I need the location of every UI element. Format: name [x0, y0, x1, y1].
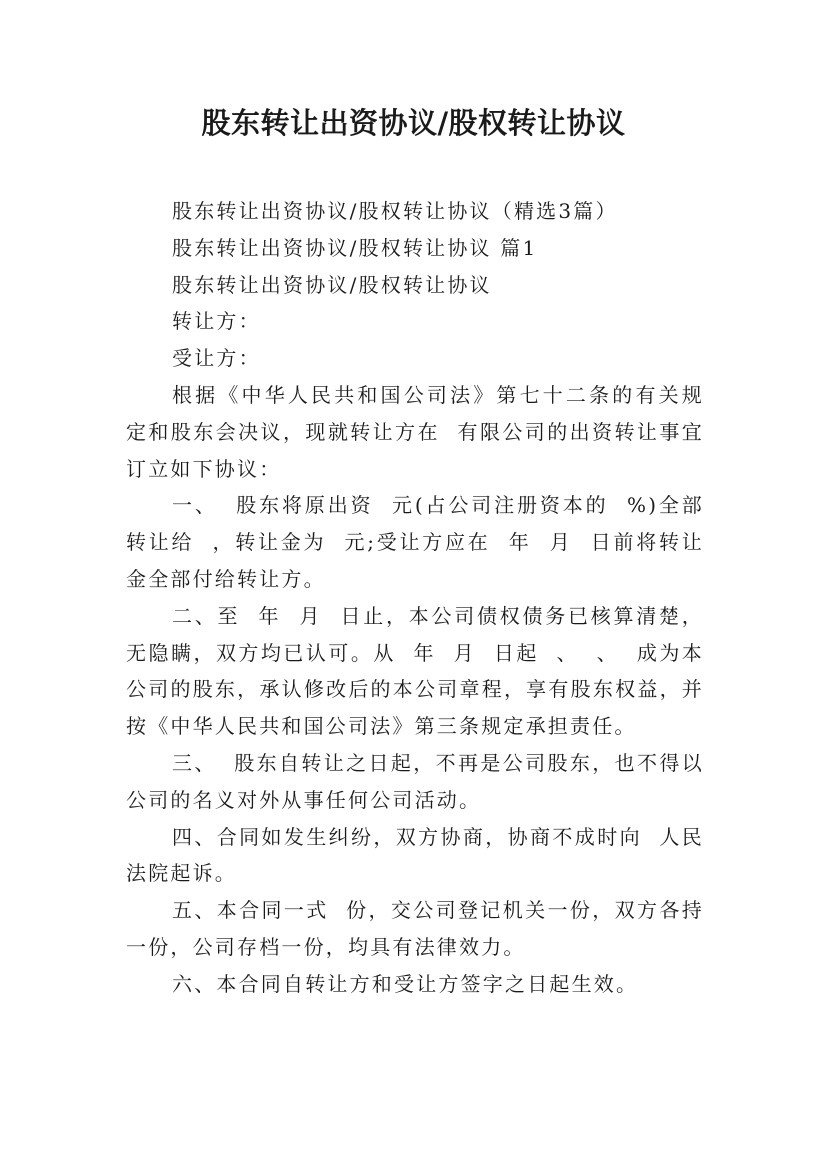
document-title: 股东转让出资协议/股权转让协议: [201, 106, 626, 140]
clause-2: 二、至 年 月 日止，本公司债权债务已核算清楚，无隐瞒，双方均已认可。从 年 月 日起 、 、 成为本公司的股东，承认修改后的本公司章程，享有股东权益，并按《中华人民共和国公司法》第三条规定承担责任。: [126, 603, 704, 739]
transferee-line: 受让方：: [172, 346, 261, 371]
clause-6: 六、本合同自转让方和受让方签字之日起生效。: [172, 971, 639, 996]
article-heading: 股东转让出资协议/股权转让协议 篇1: [172, 235, 538, 260]
transferor-line: 转让方：: [172, 309, 261, 334]
document-body: [126, 193, 704, 1003]
intro-heading: 股东转让出资协议/股权转让协议（精选3篇）: [172, 199, 618, 223]
preamble-paragraph: 根据《中华人民共和国公司法》第七十二条的有关规定和股东会决议，现就转让方在 有限公司的出资转让事宜订立如下协议：: [126, 382, 704, 481]
clause-1: 一、 股东将原出资 元(占公司注册资本的 %)全部转让给 ，转让金为 元;受让方应在 年 月 日前将转让金全部付给转让方。: [126, 493, 704, 591]
clause-5: 五、本合同一式 份，交公司登记机关一份，双方各持一份，公司存档一份，均具有法律效力。: [126, 898, 704, 959]
clause-3: 三、 股东自转让之日起，不再是公司股东，也不得以公司的名义对外从事任何公司活动。: [126, 750, 704, 812]
clause-4: 四、合同如发生纠纷，双方协商，协商不成时向 人民法院起诉。: [126, 824, 704, 886]
agreement-title: 股东转让出资协议/股权转让协议: [172, 272, 492, 297]
